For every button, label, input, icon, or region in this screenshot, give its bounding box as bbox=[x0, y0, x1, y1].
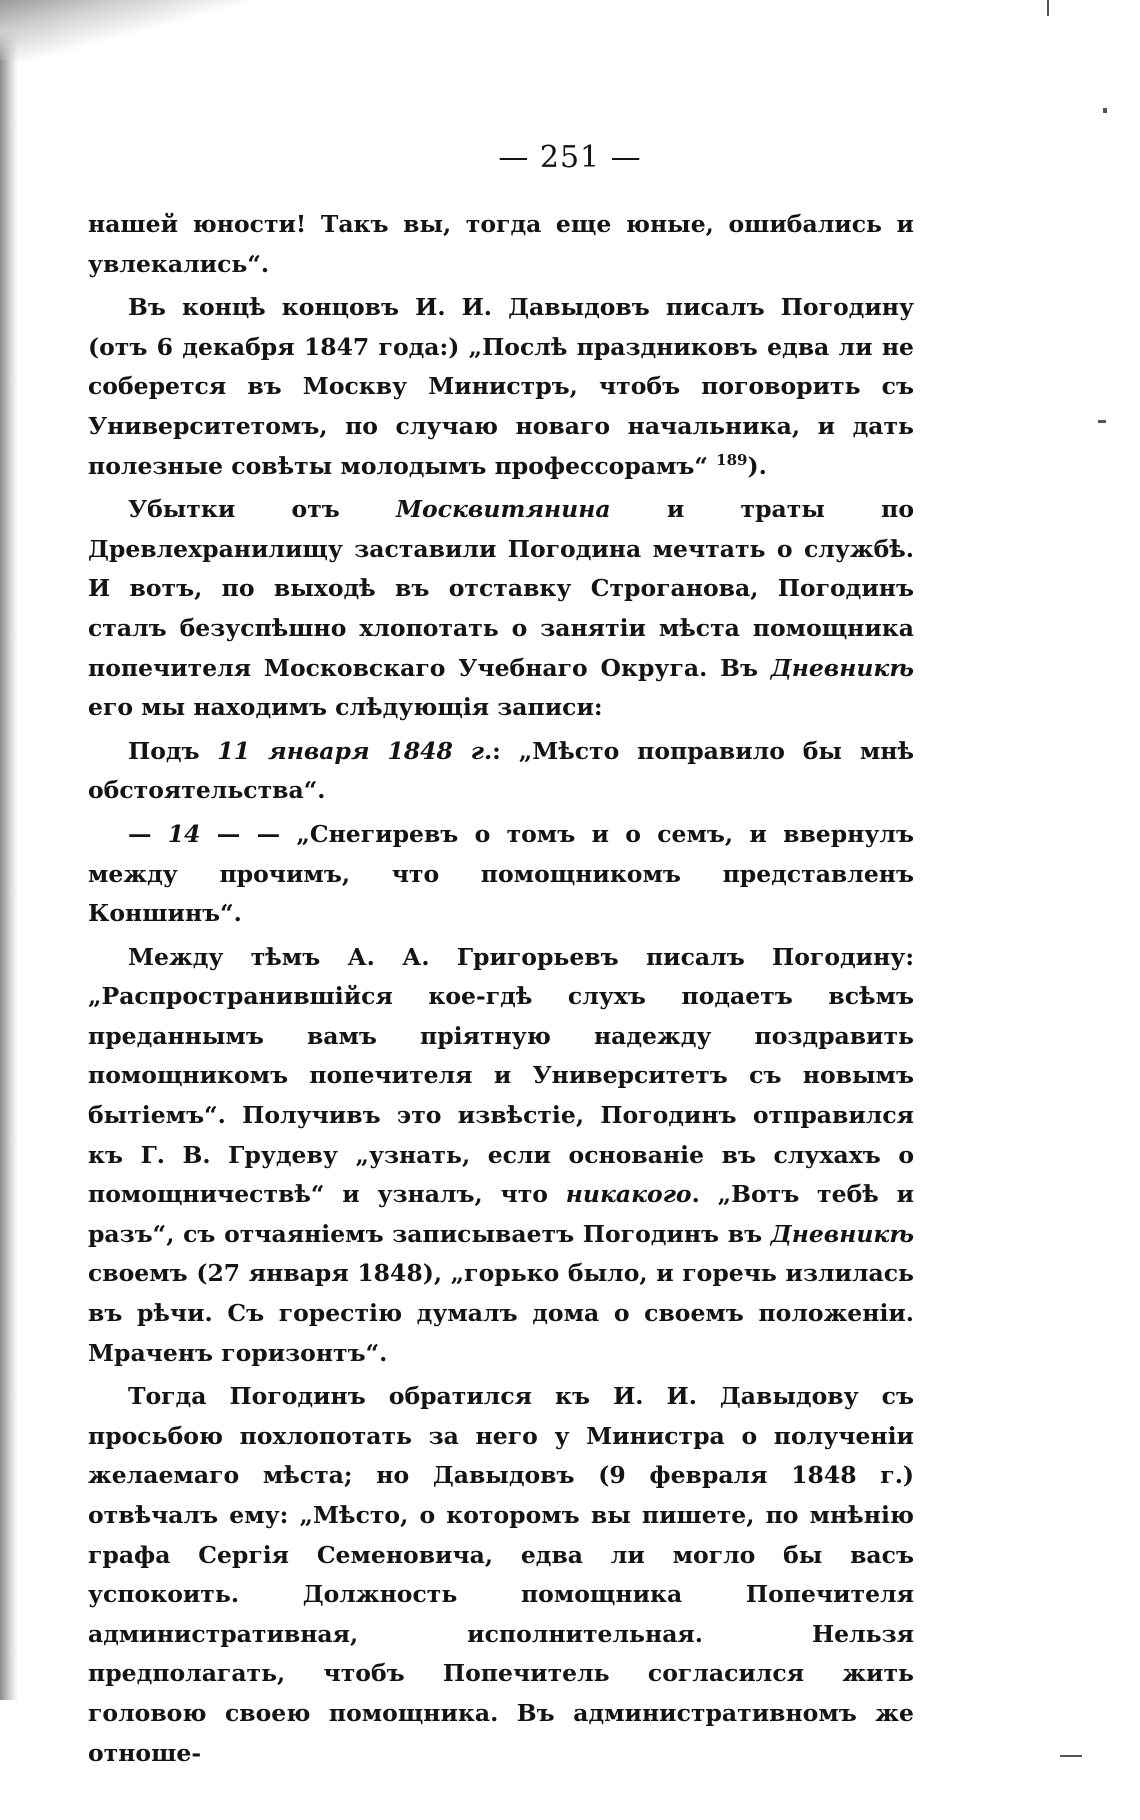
paragraph bbox=[88, 1377, 914, 1773]
text-run: Подъ bbox=[128, 736, 218, 765]
text-run: своемъ (27 января 1848), „горько было, и горечь излилась въ рѣчи. Съ горестію думалъ дома о своемъ положеніи. Мраченъ горизонтъ“. bbox=[88, 1259, 914, 1367]
text-run: нашей юности! Такъ вы, тогда еще юные, ошибались и увлекались“. bbox=[88, 210, 914, 278]
text-run: Между тѣмъ А. А. Григорьевъ писалъ Погодину: „Распространившійся кое-гдѣ слухъ подаетъ всѣмъ преданнымъ вамъ пріятную надежду поздравить помощникомъ попечителя и Университетъ съ новымъ бытіемъ“. Получивъ это извѣстіе, Погодинъ отправился къ Г. В. Грудеву „узнать, если основаніе въ слухахъ о помощничествѣ“ и узналъ, что bbox=[88, 942, 914, 1209]
paragraph bbox=[88, 490, 914, 728]
text-run: : „Мѣсто поправило бы мнѣ обстоятельства“. bbox=[88, 736, 914, 805]
scan-speck bbox=[1060, 1755, 1082, 1757]
scan-speck bbox=[1103, 108, 1107, 113]
italic-text: никакого bbox=[565, 1180, 692, 1209]
footnote-ref: 189 bbox=[716, 450, 748, 469]
italic-text: Москвитянина bbox=[396, 495, 611, 524]
paragraph bbox=[88, 288, 914, 486]
paragraph bbox=[88, 732, 914, 811]
scan-speck bbox=[1047, 0, 1049, 16]
page-number: — 251 — bbox=[498, 140, 642, 175]
text-run: его мы находимъ слѣдующія записи: bbox=[88, 693, 603, 722]
italic-text: 11 января 1848 г. bbox=[217, 736, 493, 765]
scan-speck bbox=[1098, 420, 1106, 423]
italic-text: Дневникѣ bbox=[770, 1219, 914, 1248]
text-run: — — „Снегиревъ о томъ и о семъ, и ввернулъ между прочимъ, что помощникомъ представленъ Коншинъ“. bbox=[88, 819, 914, 928]
italic-text: Дневникѣ bbox=[770, 653, 914, 682]
scan-shadow-corner bbox=[0, 0, 260, 60]
text-run: . „Вотъ тебѣ и разъ“, съ отчаяніемъ записываетъ Погодинъ въ bbox=[88, 1180, 915, 1248]
paragraph bbox=[88, 938, 914, 1374]
text-run: ). bbox=[747, 451, 767, 480]
paragraph bbox=[88, 205, 914, 284]
paragraph bbox=[88, 815, 914, 934]
text-run: — bbox=[128, 819, 168, 848]
text-run: Убытки отъ bbox=[128, 495, 397, 524]
scan-shadow-edge bbox=[0, 0, 18, 1700]
body-text bbox=[88, 205, 914, 1777]
italic-text: 14 bbox=[167, 819, 201, 848]
text-run: Въ концѣ концовъ И. И. Давыдовъ писалъ Погодину (отъ 6 декабря 1847 года:) „Послѣ праздниковъ едва ли не соберется въ Москву Министръ, чтобъ поговорить съ Университетомъ, по случаю новаго начальника, и дать полезные совѣты молодымъ профессорамъ“ bbox=[88, 293, 914, 480]
text-run: и траты по Древлехранилищу заставили Погодина мечтать о службѣ. И вотъ, по выходѣ въ отставку Строганова, Погодинъ сталъ безуспѣшно хлопотать о занятіи мѣста помощника попечителя Московскаго Учебнаго Округа. Въ bbox=[88, 495, 915, 682]
text-run: Тогда Погодинъ обратился къ И. И. Давыдову съ просьбою похлопотать за него у Министра о полученіи желаемаго мѣста; но Давыдовъ (9 февраля 1848 г.) отвѣчалъ ему: „Мѣсто, о которомъ вы пишете, по мнѣнію графа Сергія Семеновича, едва ли могло бы васъ успокоить. Должность помощника Попечителя административная, исполнительная. Нельзя предполагать, чтобъ Попечитель согласился жить головою своею помощника. Въ административномъ же отноше- bbox=[88, 1382, 914, 1767]
